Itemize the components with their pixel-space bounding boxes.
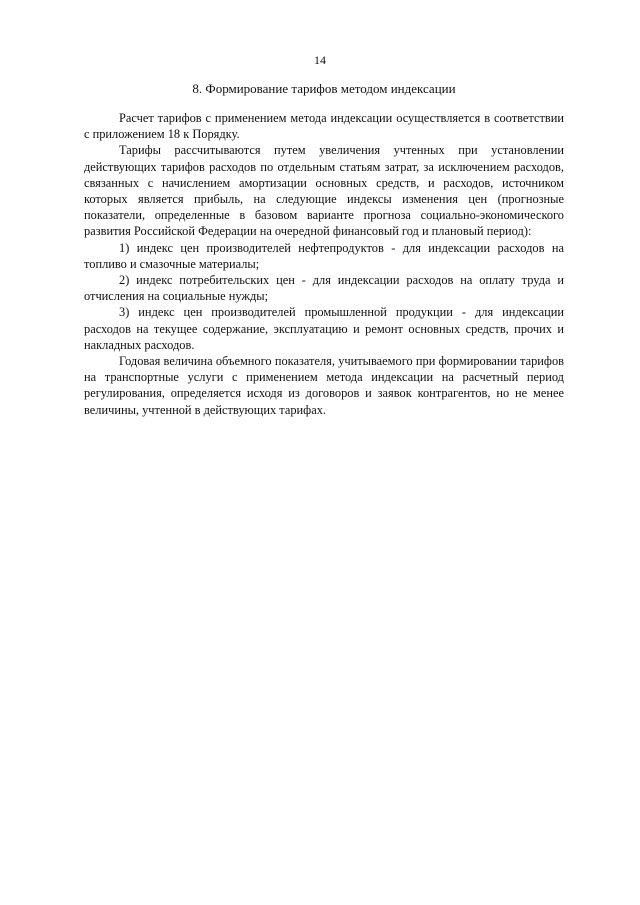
list-item-consumer-price-index: 2) индекс потребительских цен - для индексации расходов на оплату труда и отчисления на социальные нужды; bbox=[84, 273, 564, 304]
list-item-fuel-index: 1) индекс цен производителей нефтепродуктов - для индексации расходов на топливо и смазочные материалы; bbox=[84, 240, 564, 271]
page-number: 14 bbox=[314, 53, 326, 67]
paragraph-method-reference: Расчет тарифов с применением метода индексации осуществляется в соответствии с приложением 18 к Порядку. bbox=[84, 111, 564, 142]
list-item-industrial-price-index: 3) индекс цен производителей промышленной продукции - для индексации расходов на текущее содержание, эксплуатацию и ремонт основных средств, прочих и накладных расходов. bbox=[84, 305, 564, 352]
paragraph-annual-volume: Годовая величина объемного показателя, учитываемого при формировании тарифов на транспортные услуги с применением метода индексации на расчетный период регулирования, определяется исходя из договоров и заявок контрагентов, но не менее величины, учтенной в действующих тарифах. bbox=[84, 354, 564, 417]
section-heading: 8. Формирование тарифов методом индексации bbox=[192, 81, 456, 96]
document-body bbox=[84, 110, 564, 418]
paragraph-tariff-calculation: Тарифы рассчитываются путем увеличения учтенных при установлении действующих тарифов расходов по отдельным статьям затрат, за исключением расходов, связанных с начислением амортизации основных средств, и расходов, источником которых является прибыль, на следующие индексы изменения цен (прогнозные показатели, определенные в базовом варианте прогноза социально-экономического развития Российской Федерации на очередной финансовый год и плановый период): bbox=[84, 143, 564, 239]
